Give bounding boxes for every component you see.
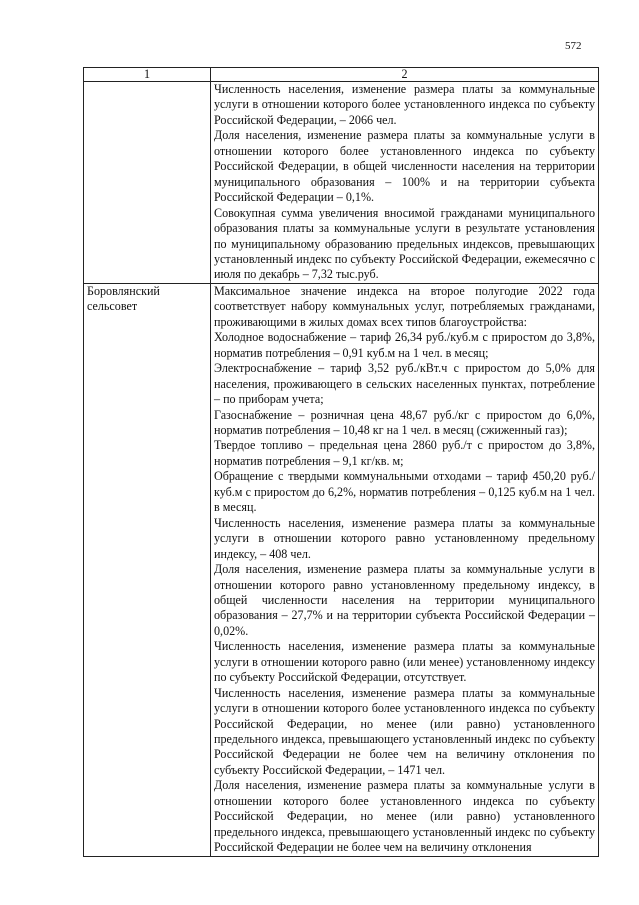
row-label xyxy=(84,82,211,284)
paragraph: Твердое топливо – предельная цена 2860 руб./т с приростом до 3,8%, норматив потребления – 9,1 кг/кв. м; xyxy=(214,438,595,468)
row-content xyxy=(211,82,599,284)
paragraph: Электроснабжение – тариф 3,52 руб./кВт.ч с приростом до 5,0% для населения, проживающего в сельских населенных пунктах, потребление – по приборам учета; xyxy=(214,361,595,407)
table-row xyxy=(84,283,599,856)
paragraph: Численность населения, изменение размера платы за коммунальные услуги в отношении которого равно установленному предельному индексу, – 408 чел. xyxy=(214,515,595,561)
paragraph: Газоснабжение – розничная цена 48,67 руб./кг с приростом до 6,0%, норматив потребления – 10,48 кг на 1 чел. в месяц (сжиженный газ); xyxy=(214,407,595,437)
table-header-row xyxy=(84,68,599,82)
paragraph: Доля населения, изменение размера платы за коммунальные услуги в отношении которого более установленного индекса по субъекту Российской Федерации, в общей численности населения на территории муниципального образования – 100% и на территории субъекта Российской Федерации – 0,1%. xyxy=(214,128,595,205)
paragraph: Обращение с твердыми коммунальными отходами – тариф 450,20 руб./куб.м с приростом до 6,2%, норматив потребления – 0,125 куб.м на 1 чел. в месяц. xyxy=(214,469,595,515)
column-header-1: 1 xyxy=(84,68,211,82)
paragraph: Доля населения, изменение размера платы за коммунальные услуги в отношении которого более установленного индекса по субъекту Российской Федерации, но менее (или равно) установленного предельного индекса, превышающего установленный индекс по субъекту Российской Федерации не более чем на величину отклонения xyxy=(214,778,595,855)
paragraph: Максимальное значение индекса на второе полугодие 2022 года соответствует набору коммунальных услуг, потребляемых гражданами, проживающими в жилых домах всех типов благоустройства: xyxy=(214,283,595,329)
paragraph: Доля населения, изменение размера платы за коммунальные услуги в отношении которого равно установленному предельному индексу, в общей численности населения на территории муниципального образования – 27,7% и на территории субъекта Российской Федерации – 0,02%. xyxy=(214,562,595,638)
paragraph: Совокупная сумма увеличения вносимой гражданами муниципального образования платы за коммунальные услуги в результате установления по муниципальному образованию предельных индексов, превышающих установленный индекс по субъекту Российской Федерации, ежемесячно с июля по декабрь – 7,32 тыс.руб. xyxy=(214,205,595,282)
paragraph: Холодное водоснабжение – тариф 26,34 руб./куб.м с приростом до 3,8%, норматив потребления – 0,91 куб.м на 1 чел. в месяц; xyxy=(214,330,595,360)
document-table xyxy=(83,67,599,857)
paragraph: Численность населения, изменение размера платы за коммунальные услуги в отношении которого более установленного индекса по субъекту Российской Федерации, но менее (или равно) установленного предельного индекса, превышающего установленный индекс по субъекту Российской Федерации не более чем на величину отклонения по субъекту Российской Федерации, – 1471 чел. xyxy=(214,685,595,777)
paragraph: Численность населения, изменение размера платы за коммунальные услуги в отношении которого более установленного индекса по субъекту Российской Федерации, – 2066 чел. xyxy=(214,82,595,127)
page-number: 572 xyxy=(565,40,582,52)
row-content xyxy=(211,283,599,856)
row-label: Боровлянский сельсовет xyxy=(84,283,211,856)
column-header-2: 2 xyxy=(211,68,599,82)
paragraph: Численность населения, изменение размера платы за коммунальные услуги в отношении которого равно (или менее) установленному индексу по субъекту Российской Федерации, отсутствует. xyxy=(214,639,595,685)
table-row xyxy=(84,82,599,284)
